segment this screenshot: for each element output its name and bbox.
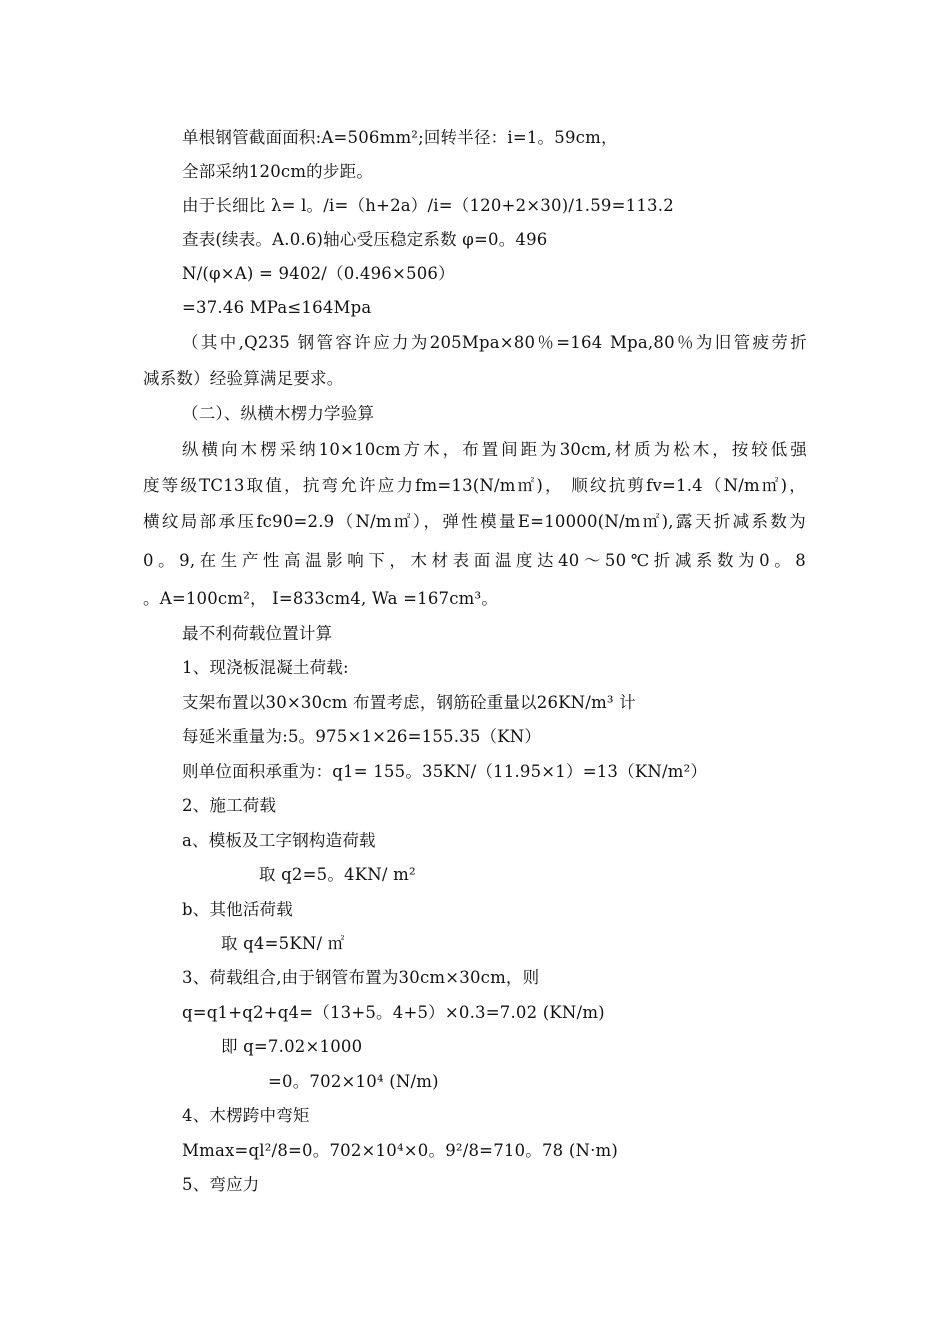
text-line-21: a、模板及工字钢构造荷载	[182, 831, 376, 850]
text-line-12: 横纹局部承压fc90=2.9（N/m㎡），弹性模量E=10000(N/m㎡),露天折减系数为	[143, 512, 806, 531]
text-line-25: 3、荷载组合,由于钢管布置为30cm×30cm，则	[182, 968, 540, 987]
text-line-14: 。A=100cm²， I=833cm4, Wa =167cm³。	[143, 589, 499, 608]
text-line-23: b、其他活荷载	[182, 900, 293, 919]
text-line-30: Mmax=ql²/8=0。702×10⁴×0。9²/8=710。78 (N·m)	[182, 1141, 619, 1160]
text-line-1: 单根钢管截面面积:A=506mm²;回转半径：i=1。59cm，	[182, 128, 618, 147]
text-line-10: 纵横向木楞采纳10×10cm方木，布置间距为30cm,材质为松木，按较低强	[182, 440, 807, 459]
section-heading: （二）、纵横木楞力学验算	[182, 404, 375, 423]
text-line-17: 支架布置以30×30cm 布置考虑，钢筋砼重量以26KN/m³ 计	[182, 693, 636, 712]
text-line-28: =0。702×10⁴ (N/m)	[268, 1072, 439, 1091]
text-line-4: 查表(续表。A.0.6)轴心受压稳定系数 φ=0。496	[182, 230, 548, 249]
text-line-5: N/(φ×A) = 9402/（0.496×506）	[182, 264, 455, 283]
text-line-7: （其中,Q235 钢管容许应力为205Mpa×80％=164 Mpa,80％为旧管疲劳折	[182, 333, 807, 352]
text-line-8: 减系数）经验算满足要求。	[143, 369, 344, 388]
text-line-18: 每延米重量为:5。975×1×26=155.35（KN）	[182, 727, 542, 746]
text-line-24: 取 q4=5KN/ ㎡	[221, 934, 345, 953]
text-line-13: 0。9,在生产性高温影响下，木材表面温度达40～50℃折减系数为0。8	[143, 551, 806, 570]
text-line-26: q=q1+q2+q4=（13+5。4+5）×0.3=7.02 (KN/m)	[182, 1003, 605, 1022]
text-line-22: 取 q2=5。4KN/ m²	[259, 865, 416, 884]
text-line-31: 5、弯应力	[182, 1175, 260, 1194]
text-line-27: 即 q=7.02×1000	[221, 1037, 363, 1056]
text-line-11: 度等级TC13取值，抗弯允许应力fm=13(N/m㎡)， 顺纹抗剪fv=1.4（N/m㎡)，	[143, 476, 806, 495]
text-line-3: 由于长细比 λ= l。/i=（h+2a）/i=（120+2×30)/1.59=113.2	[182, 196, 674, 215]
text-line-19: 则单位面积承重为：q1= 155。35KN/（11.95×1）=13（KN/m²）	[182, 762, 708, 781]
text-line-20: 2、施工荷载	[182, 796, 277, 815]
text-line-15: 最不利荷载位置计算	[182, 624, 333, 643]
text-line-6: =37.46 MPa≤164Mpa	[182, 298, 372, 317]
text-line-29: 4、木楞跨中弯矩	[182, 1106, 310, 1125]
text-line-16: 1、现浇板混凝土荷载:	[182, 658, 349, 677]
text-line-2: 全部采纳120cm的步距。	[182, 162, 373, 181]
